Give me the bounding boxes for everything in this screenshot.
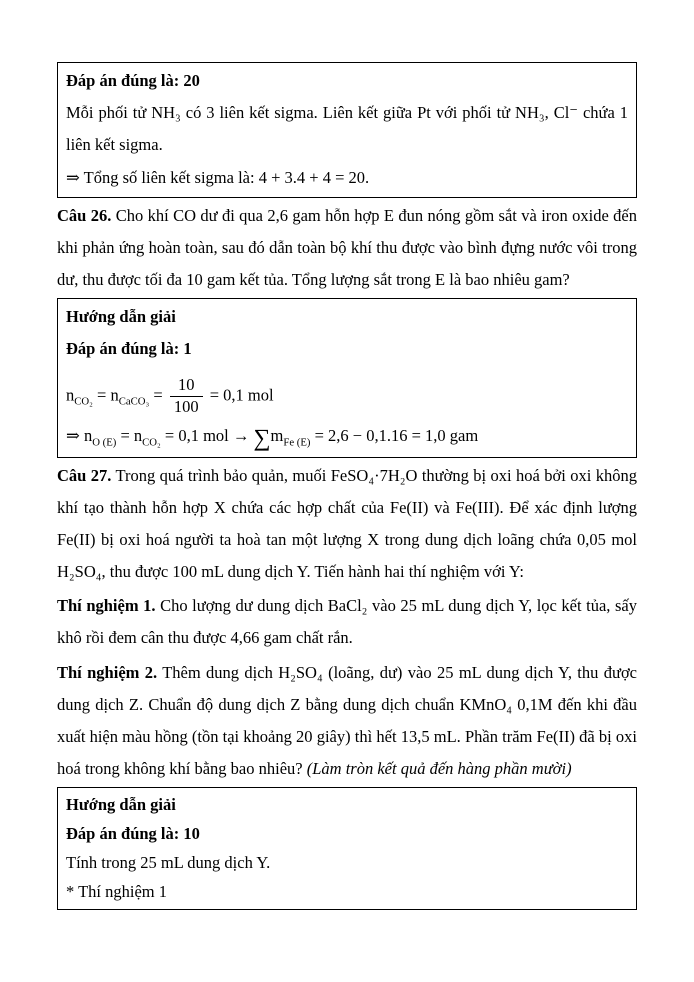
- q27-solution-line-2: * Thí nghiệm 1: [66, 882, 167, 902]
- experiment-2-text: Thêm dung dịch H₂SO₄ (loãng, dư) vào 25 mL dung dịch Y, thu được dung dịch Z. Chuẩn độ dung dịch Z bằng dung dịch chuẩn KMnO₄ 0,1M đến khi đầu xuất hiện màu hồng (tồn tại khoảng 20 giây) thì hết 13,5 mL. Phần trăm Fe(II) đã bị oxi hoá trong không khí bằng bao nhiêu?: [57, 662, 638, 779]
- formula-term: m: [270, 426, 284, 446]
- question-27-experiment-2: [57, 657, 637, 786]
- q25-total-line: ⇒ Tổng số liên kết sigma là: 4 + 3.4 + 4 = 20.: [66, 167, 370, 187]
- question-27-text: Trong quá trình bảo quản, muối FeSO₄·7H₂O thường bị oxi hoá bởi oxi không khí tạo thành hỗn hợp X chứa các hợp chất của Fe(II) và Fe(III). Để xác định lượng Fe(II) bị oxi hoá người ta hoà tan một lượng X trong dung dịch loãng chứa 0,05 mol H₂SO₄, thu được 100 mL dung dịch Y. Tiến hành hai thí nghiệm với Y:: [57, 465, 637, 582]
- question-26-number: Câu 26.: [57, 205, 112, 225]
- experiment-2-label: Thí nghiệm 2.: [57, 662, 158, 682]
- fraction-denominator: 100: [173, 396, 199, 416]
- sigma-sum-symbol: ∑: [253, 425, 271, 452]
- formula-term: = 2,6 − 0,1.16 = 1,0 gam: [310, 426, 479, 446]
- fraction-numerator: 10: [170, 376, 203, 397]
- formula-subscript: CO₂: [142, 436, 161, 449]
- solution-box-q26: [57, 298, 637, 457]
- formula-term: = n: [92, 384, 119, 404]
- question-27: [57, 460, 637, 589]
- q27-answer-label: Đáp án đúng là: 10: [66, 824, 200, 844]
- experiment-1-label: Thí nghiệm 1.: [57, 596, 156, 616]
- experiment-1-text: Cho lượng dư dung dịch BaCl₂ vào 25 mL dung dịch Y, lọc kết tủa, sấy khô rồi đem cân thu được 4,66 gam chất rắn.: [57, 596, 637, 648]
- q27-solution-heading: Hướng dẫn giải: [66, 795, 176, 815]
- q26-solution-heading: Hướng dẫn giải: [66, 307, 176, 327]
- fraction: [170, 376, 203, 417]
- formula-subscript: Fe (E): [283, 436, 311, 449]
- rounding-note: (Làm tròn kết quả đến hàng phần mười): [306, 759, 572, 779]
- formula-subscript: CaCO₃: [118, 395, 150, 408]
- solution-box-q27: [57, 787, 637, 910]
- q26-answer-label: Đáp án đúng là: 1: [66, 339, 192, 359]
- formula-term: = 0,1 mol →: [160, 426, 254, 446]
- q25-explanation: Mỗi phối tử NH₃ có 3 liên kết sigma. Liên kết giữa Pt với phối tử NH₃, Cl⁻ chứa 1 liên kết sigma.: [66, 103, 628, 155]
- formula-term: = 0,1 mol: [205, 384, 274, 404]
- formula-term: =: [149, 384, 167, 404]
- q26-formula-mol: [66, 376, 628, 417]
- solution-box-q25: [57, 62, 637, 198]
- question-26: [57, 200, 637, 297]
- q27-solution-line-1: Tính trong 25 mL dung dịch Y.: [66, 853, 271, 873]
- formula-term: n: [66, 384, 75, 404]
- question-26-text: Cho khí CO dư đi qua 2,6 gam hỗn hợp E đun nóng gồm sắt và iron oxide đến khi phản ứng hoàn toàn, sau đó dẫn toàn bộ khí thu được vào bình đựng nước vôi trong dư, thu được tối đa 10 gam kết tủa. Tổng lượng sắt trong E là bao nhiêu gam?: [57, 205, 638, 290]
- question-27-experiment-1: [57, 590, 637, 654]
- formula-subscript: O (E): [92, 436, 117, 449]
- document-content: [57, 62, 637, 912]
- formula-subscript: CO₂: [74, 395, 93, 408]
- formula-term: = n: [116, 426, 143, 446]
- q26-formula-mass: [66, 424, 628, 452]
- q25-answer-label: Đáp án đúng là: 20: [66, 71, 200, 90]
- formula-term: ⇒ n: [66, 426, 93, 446]
- question-27-number: Câu 27.: [57, 465, 112, 485]
